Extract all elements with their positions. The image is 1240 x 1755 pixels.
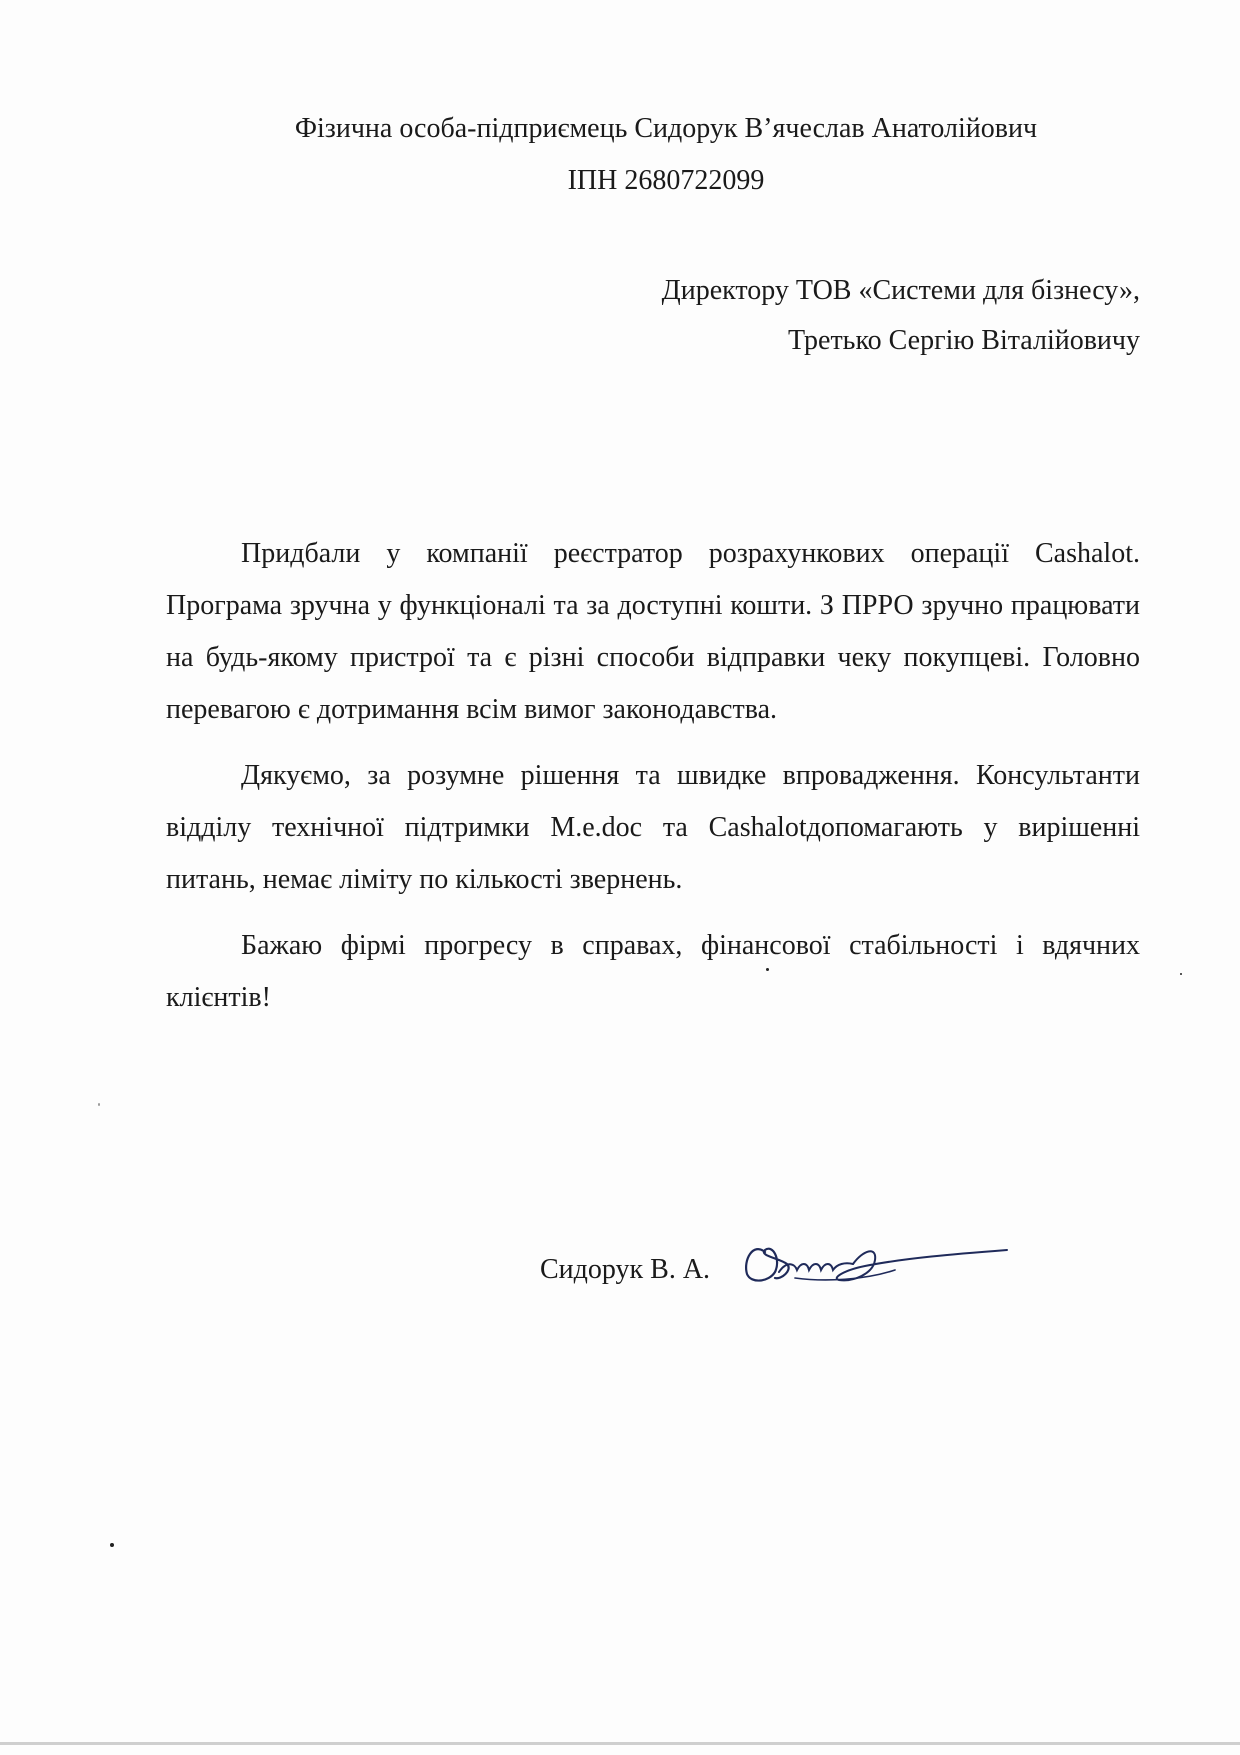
scan-speck [110,1543,114,1547]
entrepreneur-name: Фізична особа-підприємець Сидорук В’ячеслав Анатолійович [294,113,1038,144]
scan-speck [1180,973,1182,975]
body-paragraph-3: Бажаю фірмі прогресу в справах, фінансової стабільності і вдячних клієнтів! [166,930,1140,1013]
signatory-name: Сидорук В. А. [540,1254,711,1285]
scan-speck [766,968,769,971]
body-paragraph-2: Дякуємо, за розумне рішення та швидке впровадження. Консультанти відділу технічної підтримки M.e.doc та Cashalotдопомагають у вирішенні питань, немає ліміту по кількості звернень. [166,760,1140,895]
handwritten-signature [735,1220,1015,1300]
scan-bottom-edge [0,1742,1240,1745]
tax-id: ІПН 2680722099 [567,165,765,196]
body-paragraph-1: Придбали у компанії реєстратор розрахункових операції Cashalot. Програма зручна у функціоналі та за доступні кошти. З ПРРО зручно працювати на будь-якому пристрої та є різні способи відправки чеку покупцеві. Головно перевагою є дотримання всім вимог законодавства. [166,538,1140,725]
addressee-position: Директору ТОВ «Системи для бізнесу», [661,275,1140,306]
addressee-name: Третько Сергію Віталійовичу [787,325,1140,356]
scan-speck [98,1103,100,1106]
